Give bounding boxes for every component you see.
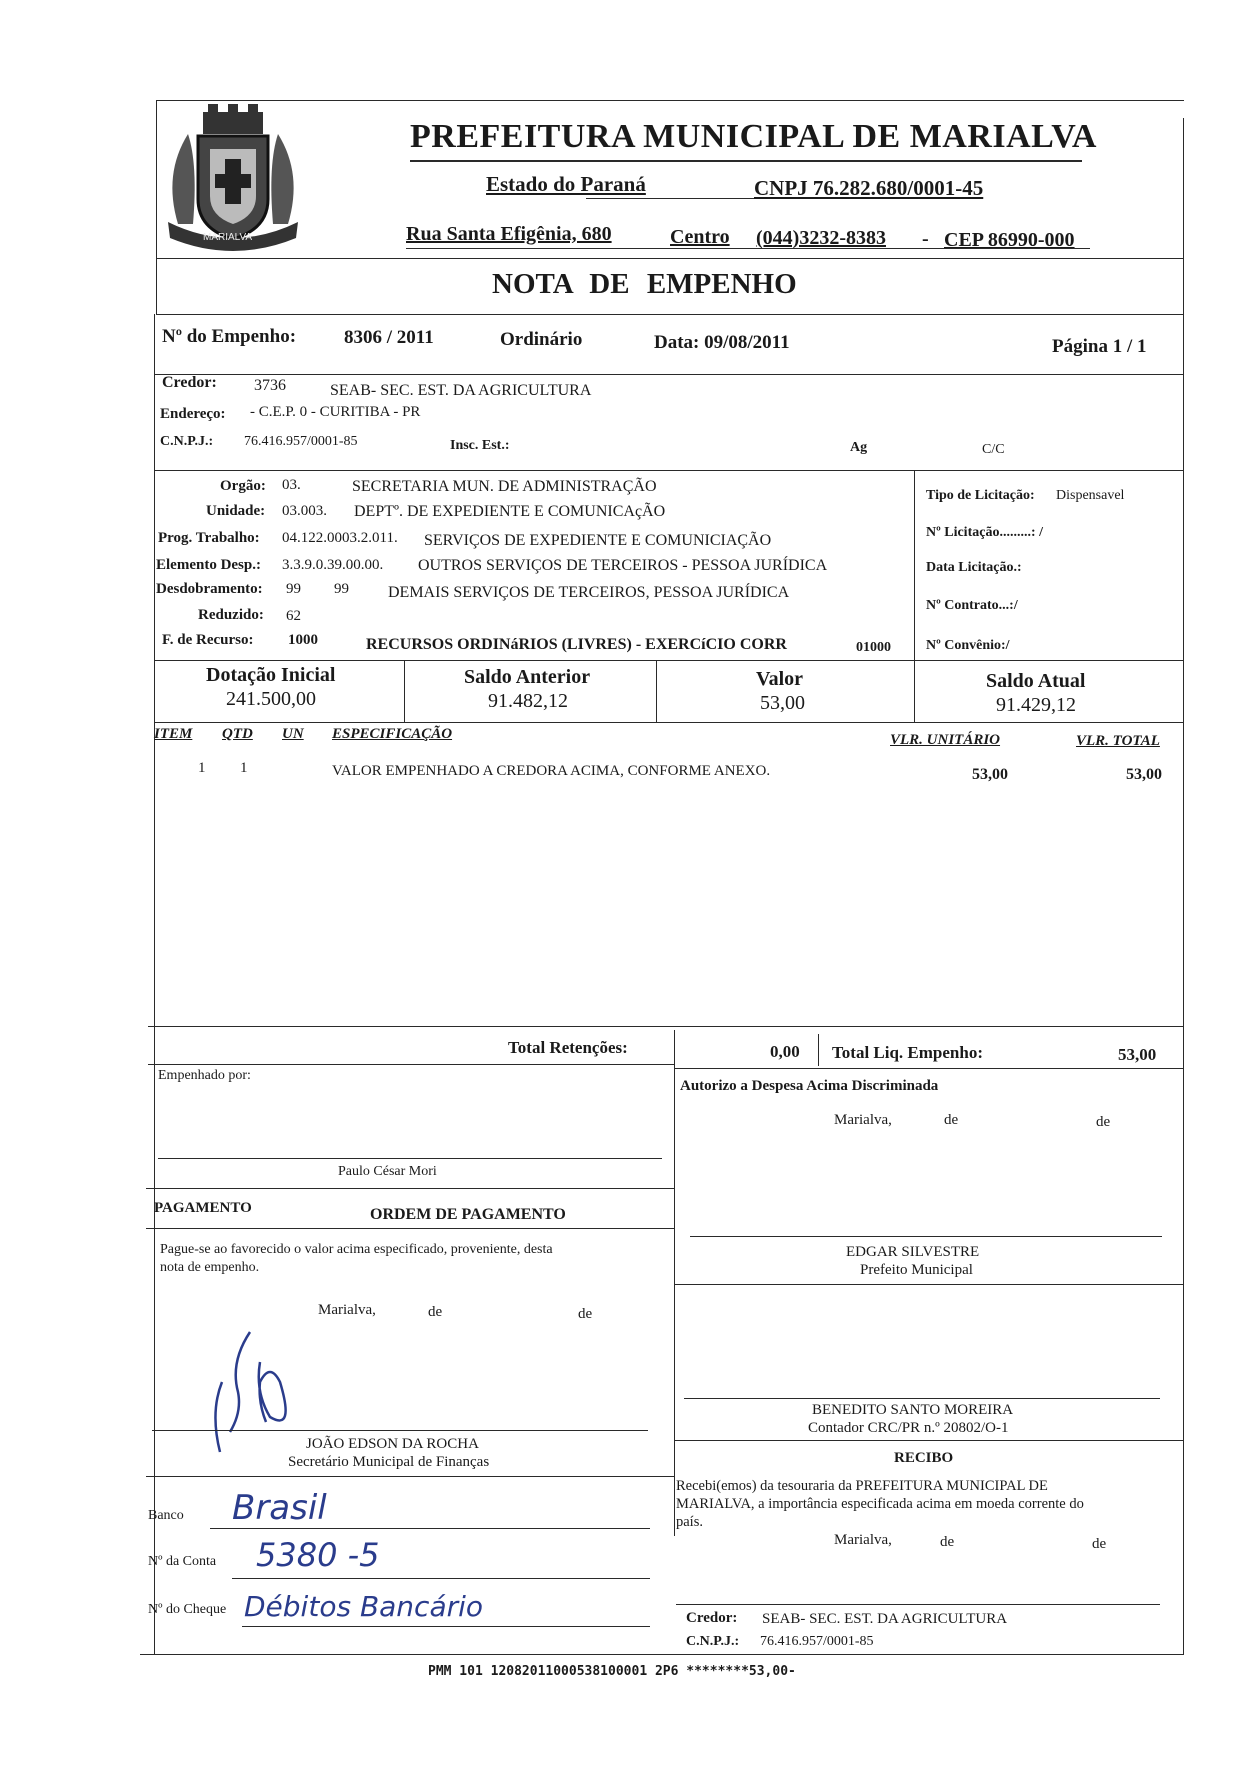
credor-cnpj: 76.416.957/0001-85	[244, 434, 358, 449]
banco-label: Banco	[148, 1508, 184, 1523]
row-especificacao: VALOR EMPENHADO A CREDORA ACIMA, CONFORME ANEXO.	[332, 763, 771, 779]
prog-label: Prog. Trabalho:	[158, 530, 260, 546]
recibo-line-2: MARIALVA, a importância especificada acima em moeda corrente do	[676, 1496, 1084, 1512]
num-licitacao: Nº Licitação.........: /	[926, 525, 1043, 540]
recibo-line-1: Recebi(emos) da tesouraria da PREFEITURA MUNICIPAL DE	[676, 1478, 1048, 1494]
cheque-value: Débitos Bancário	[244, 1590, 484, 1623]
saldo-atual-label: Saldo Atual	[986, 670, 1086, 692]
recibo-de-2: de	[1092, 1536, 1107, 1552]
conta-label: Nº da Conta	[148, 1554, 217, 1569]
prog-name: SERVIÇOS DE EXPEDIENTE E COMUNICIAÇÃO	[424, 532, 772, 549]
dotacao-label: Dotação Inicial	[206, 664, 336, 686]
pagamento-place: Marialva,	[318, 1302, 376, 1318]
contador-name: BENEDITO SANTO MOREIRA	[812, 1402, 1014, 1418]
total-retencoes-value: 0,00	[770, 1042, 800, 1061]
autorizo-de-2: de	[1096, 1114, 1111, 1130]
reduzido-label: Reduzido:	[198, 607, 264, 623]
saldo-atual-value: 91.429,12	[996, 694, 1076, 716]
row-vlr-total: 53,00	[1126, 766, 1162, 783]
credor-label: Credor:	[162, 374, 217, 391]
insc-est-label: Insc. Est.:	[450, 438, 510, 453]
unidade-code: 03.003.	[282, 503, 327, 519]
page-number: Página 1 / 1	[1052, 336, 1147, 357]
pagamento-label: PAGAMENTO	[154, 1200, 252, 1216]
municipal-coat-of-arms-icon	[158, 104, 308, 256]
unidade-label: Unidade:	[206, 503, 266, 519]
credor-address: - C.E.P. 0 - CURITIBA - PR	[250, 404, 421, 420]
dotacao-value: 241.500,00	[226, 688, 316, 710]
district-label: Centro	[670, 226, 730, 248]
empenhado-name: Paulo César Mori	[338, 1164, 437, 1179]
empenho-number-label: Nº do Empenho:	[162, 326, 297, 347]
prefeito-name: EDGAR SILVESTRE	[846, 1244, 980, 1260]
street-label: Rua Santa Efigênia, 680	[406, 223, 612, 245]
empenho-type: Ordinário	[500, 329, 583, 350]
contador-role: Contador CRC/PR n.º 20802/O-1	[808, 1420, 1009, 1436]
crest-banner-text: MARIALVA	[203, 232, 253, 243]
cc-label: C/C	[982, 442, 1005, 457]
num-contrato: Nº Contrato...:/	[926, 598, 1018, 613]
recibo-credor-value: SEAB- SEC. EST. DA AGRICULTURA	[762, 1611, 1008, 1627]
col-vlr-total: VLR. TOTAL	[1076, 733, 1160, 749]
document-title: NOTA DE EMPENHO	[492, 268, 797, 300]
saldo-anterior-label: Saldo Anterior	[464, 666, 591, 688]
row-item: 1	[198, 760, 206, 776]
data-licitacao: Data Licitação.:	[926, 560, 1022, 575]
row-qtd: 1	[240, 760, 248, 776]
banco-value: Brasil	[232, 1488, 327, 1528]
total-liq-label: Total Liq. Empenho:	[832, 1043, 983, 1062]
desdobramento-name: DEMAIS SERVIÇOS DE TERCEIROS, PESSOA JURÍDICA	[388, 584, 790, 601]
saldo-anterior-value: 91.482,12	[488, 690, 568, 712]
desdobramento-code-2: 99	[334, 581, 349, 597]
separator-dash: -	[922, 228, 929, 250]
elemento-name: OUTROS SERVIÇOS DE TERCEIROS - PESSOA JURÍDICA	[418, 557, 828, 574]
autorizo-de-1: de	[944, 1112, 959, 1128]
pagamento-de-1: de	[428, 1304, 443, 1320]
credor-code: 3736	[254, 377, 286, 394]
total-retencoes-label: Total Retenções:	[508, 1038, 628, 1057]
recurso-name: RECURSOS ORDINáRIOS (LIVRES) - EXERCíCIO CORR	[366, 636, 787, 653]
num-convenio: Nº Convênio:/	[926, 638, 1010, 653]
empenho-date: Data: 09/08/2011	[654, 332, 790, 353]
recibo-title: RECIBO	[894, 1450, 954, 1466]
pagamento-de-2: de	[578, 1306, 593, 1322]
cheque-label: Nº do Cheque	[148, 1602, 227, 1617]
ordem-pagamento-label: ORDEM DE PAGAMENTO	[370, 1206, 566, 1223]
row-vlr-unitario: 53,00	[972, 766, 1008, 783]
recibo-de-1: de	[940, 1534, 955, 1550]
recibo-place: Marialva,	[834, 1532, 892, 1548]
cep-label: CEP 86990-000	[944, 229, 1075, 251]
tipo-licitacao-label: Tipo de Licitação:	[926, 488, 1035, 503]
cnpj-label: CNPJ 76.282.680/0001-45	[754, 176, 984, 200]
secretario-role: Secretário Municipal de Finanças	[288, 1454, 490, 1470]
col-especificacao: ESPECIFICAÇÃO	[332, 726, 453, 742]
autorizo-label: Autorizo a Despesa Acima Discriminada	[680, 1078, 939, 1094]
conta-value: 5380 -5	[256, 1536, 380, 1574]
orgao-name: SECRETARIA MUN. DE ADMINISTRAÇÃO	[352, 478, 657, 495]
elemento-code: 3.3.9.0.39.00.00.	[282, 557, 384, 573]
empenho-number: 8306 / 2011	[344, 327, 434, 348]
ag-label: Ag	[850, 440, 868, 455]
col-un: UN	[282, 726, 304, 742]
recurso-code: 1000	[288, 632, 318, 648]
prog-code: 04.122.0003.2.011.	[282, 530, 398, 546]
handwritten-signature-icon	[200, 1322, 310, 1472]
recibo-line-3: país.	[676, 1514, 703, 1530]
recibo-cnpj-value: 76.416.957/0001-85	[760, 1634, 874, 1649]
orgao-label: Orgão:	[220, 478, 266, 494]
desdobramento-code-1: 99	[286, 581, 301, 597]
elemento-label: Elemento Desp.:	[156, 557, 261, 573]
valor-label: Valor	[756, 668, 804, 690]
recurso-label: F. de Recurso:	[162, 632, 254, 648]
credor-cnpj-label: C.N.P.J.:	[160, 434, 214, 449]
empenhado-label: Empenhado por:	[158, 1068, 251, 1083]
state-label: Estado do Paraná	[486, 172, 646, 196]
prefeito-role: Prefeito Municipal	[860, 1262, 973, 1278]
col-qtd: QTD	[222, 726, 253, 742]
autorizo-place: Marialva,	[834, 1112, 892, 1128]
desdobramento-label: Desdobramento:	[156, 581, 263, 597]
phone-label: (044)3232-8383	[756, 227, 886, 249]
pagamento-text-line-2: nota de empenho.	[160, 1260, 260, 1275]
footer-code: PMM 101 12082011000538100001 2P6 ********53,00-	[428, 1664, 796, 1679]
recibo-credor-label: Credor:	[686, 1610, 738, 1626]
credor-name: SEAB- SEC. EST. DA AGRICULTURA	[330, 382, 592, 399]
address-label: Endereço:	[160, 406, 226, 422]
municipality-title: PREFEITURA MUNICIPAL DE MARIALVA	[410, 118, 1097, 155]
secretario-name: JOÃO EDSON DA ROCHA	[306, 1436, 479, 1452]
orgao-code: 03.	[282, 477, 301, 493]
total-liq-value: 53,00	[1118, 1045, 1157, 1064]
recurso-number: 01000	[856, 640, 891, 655]
pagamento-text-line-1: Pague-se ao favorecido o valor acima especificado, proveniente, desta	[160, 1242, 553, 1257]
recibo-cnpj-label: C.N.P.J.:	[686, 1634, 740, 1649]
col-vlr-unitario: VLR. UNITÁRIO	[890, 732, 1001, 748]
unidade-name: DEPTº. DE EXPEDIENTE E COMUNICAçÃO	[354, 503, 666, 520]
col-item: ITEM	[154, 726, 193, 742]
tipo-licitacao-value: Dispensavel	[1056, 488, 1125, 503]
valor-value: 53,00	[760, 692, 805, 714]
reduzido-code: 62	[286, 608, 301, 624]
